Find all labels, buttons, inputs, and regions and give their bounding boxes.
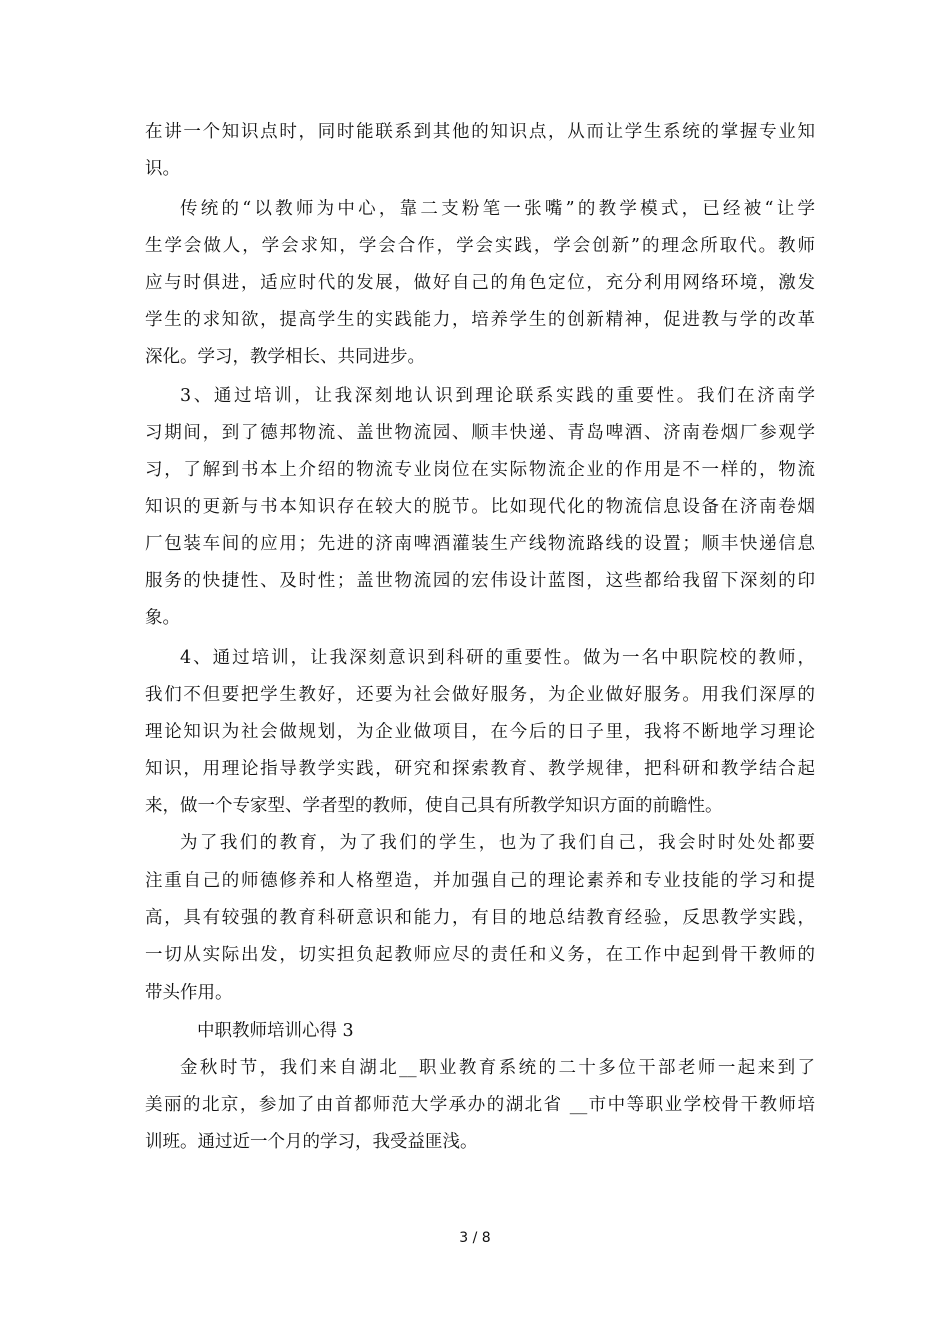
body-text-line: 生学会做人，学会求知，学会合作，学会实践，学会创新”的理念所取代。教师: [145, 236, 815, 256]
body-text-line: 深化。学习，教学相长、共同进步。: [145, 347, 425, 367]
body-text-line: 注重自己的师德修养和人格塑造，并加强自己的理论素养和专业技能的学习和提: [145, 871, 815, 891]
paragraph-first-line: 为了我们的教育，为了我们的学生，也为了我们自己，我会时时处处都要: [180, 833, 815, 853]
body-text-line: 一切从实际出发，切实担负起教师应尽的责任和义务，在工作中起到骨干教师的: [145, 945, 815, 965]
body-text-line: 习期间，到了德邦物流、盖世物流园、顺丰快递、青岛啤酒、济南卷烟厂参观学: [145, 423, 815, 443]
body-text-line: 高，具有较强的教育科研意识和能力，有目的地总结教育经验，反思教学实践，: [145, 908, 815, 928]
section-heading: 中职教师培训心得 3: [197, 1021, 354, 1041]
paragraph-first-line: 3、通过培训，让我深刻地认识到理论联系实践的重要性。我们在济南学: [180, 386, 815, 406]
body-text-line: 我们不但要把学生教好，还要为社会做好服务，为企业做好服务。用我们深厚的: [145, 685, 815, 705]
body-text-line: 学生的求知欲，提高学生的实践能力，培养学生的创新精神，促进教与学的改革: [145, 310, 815, 330]
body-text-line: 美丽的北京，参加了由首都师范大学承办的湖北省 __市中等职业学校骨干教师培: [145, 1095, 815, 1115]
body-text-line: 知识，用理论指导教学实践，研究和探索教育、教学规律，把科研和教学结合起: [145, 759, 815, 779]
body-text-line: 服务的快捷性、及时性；盖世物流园的宏伟设计蓝图，这些都给我留下深刻的印: [145, 571, 815, 591]
body-text-line: 理论知识为社会做规划，为企业做项目，在今后的日子里，我将不断地学习理论: [145, 722, 815, 742]
body-text-line: 在讲一个知识点时，同时能联系到其他的知识点，从而让学生系统的掌握专业知: [145, 122, 815, 142]
paragraph-first-line: 4、通过培训，让我深刻意识到科研的重要性。做为一名中职院校的教师，: [180, 648, 815, 668]
body-text-line: 来，做一个专家型、学者型的教师，使自己具有所教学知识方面的前瞻性。: [145, 796, 723, 816]
body-text-line: 识。: [145, 159, 180, 179]
body-text-line: 象。: [145, 608, 180, 628]
body-text-line: 应与时俱进，适应时代的发展，做好自己的角色定位，充分利用网络环境，激发: [145, 273, 815, 293]
page-number: 3 / 8: [459, 1230, 491, 1246]
paragraph-first-line: 传统的“以教师为中心，靠二支粉笔一张嘴”的教学模式，已经被“让学: [180, 199, 815, 219]
body-text-line: 训班。通过近一个月的学习，我受益匪浅。: [145, 1132, 478, 1152]
body-text-line: 厂包装车间的应用；先进的济南啤酒灌装生产线物流路线的设置；顺丰快递信息: [145, 534, 815, 554]
paragraph-first-line: 金秋时节，我们来自湖北__职业教育系统的二十多位干部老师一起来到了: [180, 1058, 815, 1078]
body-text-line: 知识的更新与书本知识存在较大的脱节。比如现代化的物流信息设备在济南卷烟: [145, 497, 815, 517]
body-text-line: 习，了解到书本上介绍的物流专业岗位在实际物流企业的作用是不一样的，物流: [145, 460, 815, 480]
body-text-line: 带头作用。: [145, 983, 233, 1003]
